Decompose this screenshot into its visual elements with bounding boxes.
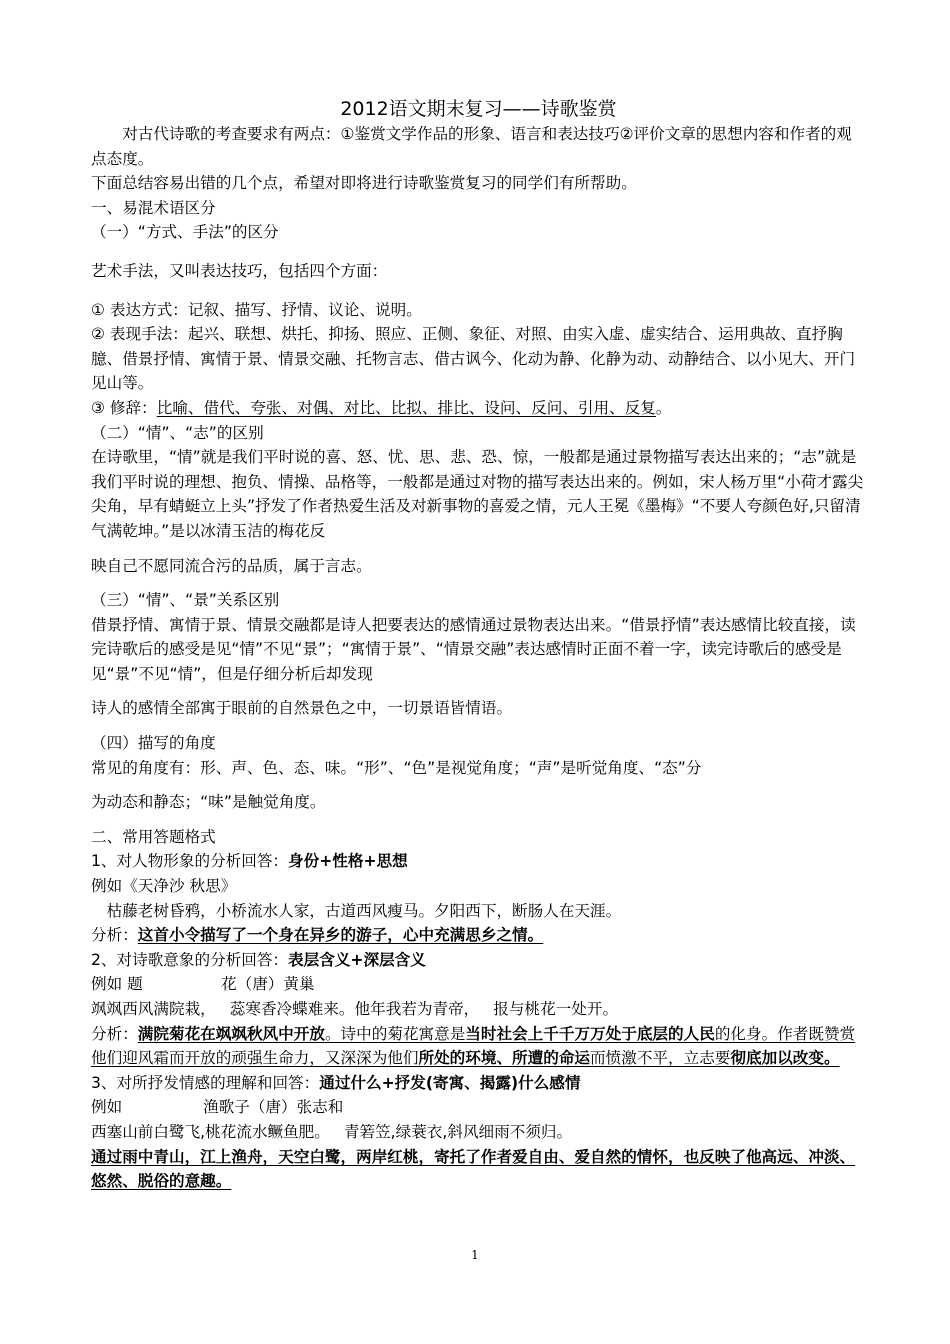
q3-poem-b: 青箬笠,绿蓑衣,斜风细雨不须归。 [343,1122,573,1141]
subsection-2-body: 在诗歌里，“情”就是我们平时说的喜、怒、忧、思、悲、恐、惊，一般都是通过景物描写表达出来的；“志”就是我们平时说的理想、抱负、情操、品格等，一般都是通过对物的描写表达出来的。例如，宋人杨万里“小荷才露尖尖角，早有蜻蜓立上头”抒发了作者热爱生活及对新事物的喜爱之情，元人王冕《墨梅》“不要人夸颜色好,只留清气满乾坤。”是以冰清玉洁的梅花反 [91,448,864,540]
q3-example-label: 例如 [91,1098,123,1117]
rhetoric-term: 对偶、 [297,398,344,417]
q2-analysis-a3: 当时社会上千千万万处于底层的人民 [465,1024,715,1043]
q2-analysis-label: 分析： [91,1024,138,1043]
rhetoric-term: 比拟、 [390,398,438,417]
rhetoric-terms [157,399,656,417]
q2-analysis-a6: 而愤激不平，立志要 [590,1049,731,1068]
q1-prompt [91,849,866,874]
q2-analysis [91,1022,866,1071]
subsection-3-body: 借景抒情、寓情于景、情景交融都是诗人把要表达的感情通过景物表达出来。“借景抒情”表达感情比较直接，读完诗歌后的感受是见“情”不见“景”；“寓情于景”、“情景交融”表达感情时正面不着一字，读完诗歌后的感受是见“景”不见“情”，但是仔细分析后却发现 [91,615,856,683]
q2-example [91,972,866,997]
rhetoric-term: 对比、 [343,398,391,417]
rhetoric-term: 借代、 [203,398,251,417]
rhetoric-term: 夸张、 [250,398,298,417]
subsection-1-lead: 艺术手法，又叫表达技巧，包括四个方面： [91,261,388,280]
q2-analysis-a5: 所处的环境、所遭的命运 [418,1049,591,1068]
section-2-heading: 二、常用答题格式 [91,827,216,846]
subsection-2-body-cont: 映自己不愿同流合污的品质，属于言志。 [91,556,372,575]
q1-formula: 身份+性格+思想 [288,852,408,871]
rhetoric-term: 设问、 [484,398,532,417]
rhetoric-term: 反复 [624,398,656,417]
q2-analysis-a2: 。诗中的菊花寓意是 [324,1024,466,1043]
subsection-1-heading: （一）“方式、手法”的区分 [91,223,279,242]
q3-poem-a: 西塞山前白鹭飞,桃花流水鳜鱼肥。 [91,1122,330,1141]
q1-poem: 枯藤老树昏鸦，小桥流水人家，古道西风瘦马。夕阳西下，断肠人在天涯。 [106,901,622,920]
q2-poem-a: 飒飒西风满院栽， [91,1000,216,1018]
q3-prompt-text: 3、对所抒发情感的理解和回答： [91,1073,320,1092]
q3-example [91,1095,866,1120]
rhetoric-term: 比喻、 [156,398,204,417]
q2-poem [91,997,866,1022]
item-techniques: ② 表现手法：起兴、联想、烘托、抑扬、照应、正侧、象征、对照、由实入虚、虚实结合、运用典故、直抒胸臆、借景抒情、寓情于景、情景交融、托物言志、借古讽今、化动为静、化静为动、动静结合、以小见大、开门见山等。 [91,325,856,393]
q1-prompt-text: 1、对人物形象的分析回答： [91,852,289,871]
rhetoric-term: 引用、 [577,398,625,417]
q2-poem-b: 蕊寒香冷蝶难来。他年我若为青帝， [229,1000,480,1018]
rhetoric-prefix: ③ 修辞： [91,398,157,417]
section-1-heading: 一、易混术语区分 [91,198,216,217]
item-expression-modes: ① 表达方式：记叙、描写、抒情、议论、说明。 [91,300,422,319]
q3-poem [91,1120,866,1145]
rhetoric-term: 反问、 [531,398,578,417]
q3-formula: 通过什么+抒发(寄寓、揭露)什么感情 [319,1073,581,1092]
document-title: 2012语文期末复习——诗歌鉴赏 [340,98,617,120]
q2-poem-c: 报与桃花一处开。 [493,1000,619,1018]
q2-example-label: 例如 题 [91,975,143,994]
rhetoric-suffix: 。 [655,398,672,417]
q3-example-title: 渔歌子（唐）张志和 [203,1098,344,1117]
document-page [91,96,866,1194]
q1-analysis-text: 这首小令描写了一个身在异乡的游子，心中充满思乡之情。 [137,926,544,945]
subsection-3-body-cont: 诗人的感情全部寓于眼前的自然景色之中，一切景语皆情语。 [91,699,513,718]
q2-example-title: 花（唐）黄巢 [221,975,315,994]
subsection-2-heading: （二）“情”、“志”的区别 [91,423,264,442]
q1-analysis [91,923,866,948]
intro-paragraph-2: 下面总结容易出错的几个点，希望对即将进行诗歌鉴赏复习的同学们有所帮助。 [91,174,637,193]
rhetoric-term: 排比、 [437,398,485,417]
page-number: 1 [471,1248,479,1262]
q1-analysis-label: 分析： [91,926,138,945]
intro-paragraph: 对古代诗歌的考查要求有两点：①鉴赏文学作品的形象、语言和表达技巧②评价文章的思想内容和作者的观点态度。 [91,125,852,168]
q1-example: 例如《天净沙 秋思》 [91,877,237,896]
item-rhetoric [91,396,866,421]
q2-prompt-text: 2、对诗歌意象的分析回答： [91,950,289,969]
q2-analysis-a7: 彻底加以改变。 [730,1049,840,1068]
subsection-3-heading: （三）“情”、“景”关系区别 [91,591,280,610]
q2-analysis-a4: 的化身。作者既赞赏他们迎风霜而开放的顽强生命力，又深深为他们 [91,1024,856,1068]
q2-analysis-a1: 满院菊花在飒飒秋风中开放 [137,1024,325,1043]
q2-prompt [91,948,866,973]
subsection-4-body: 常见的角度有：形、声、色、态、味。“形”、“色”是视觉角度；“声”是听觉角度、“态”分 [91,758,702,777]
q2-formula: 表层含义+深层含义 [288,950,426,969]
q3-prompt [91,1071,866,1096]
subsection-4-heading: （四）描写的角度 [91,734,216,753]
q3-analysis: 通过雨中青山，江上渔舟，天空白鹭，两岸红桃，寄托了作者爱自由、爱自然的情怀，也反映了他高远、冲淡、悠然、脱俗的意趣。 [91,1147,856,1191]
subsection-4-body-cont: 为动态和静态；“味”是触觉角度。 [91,793,326,812]
